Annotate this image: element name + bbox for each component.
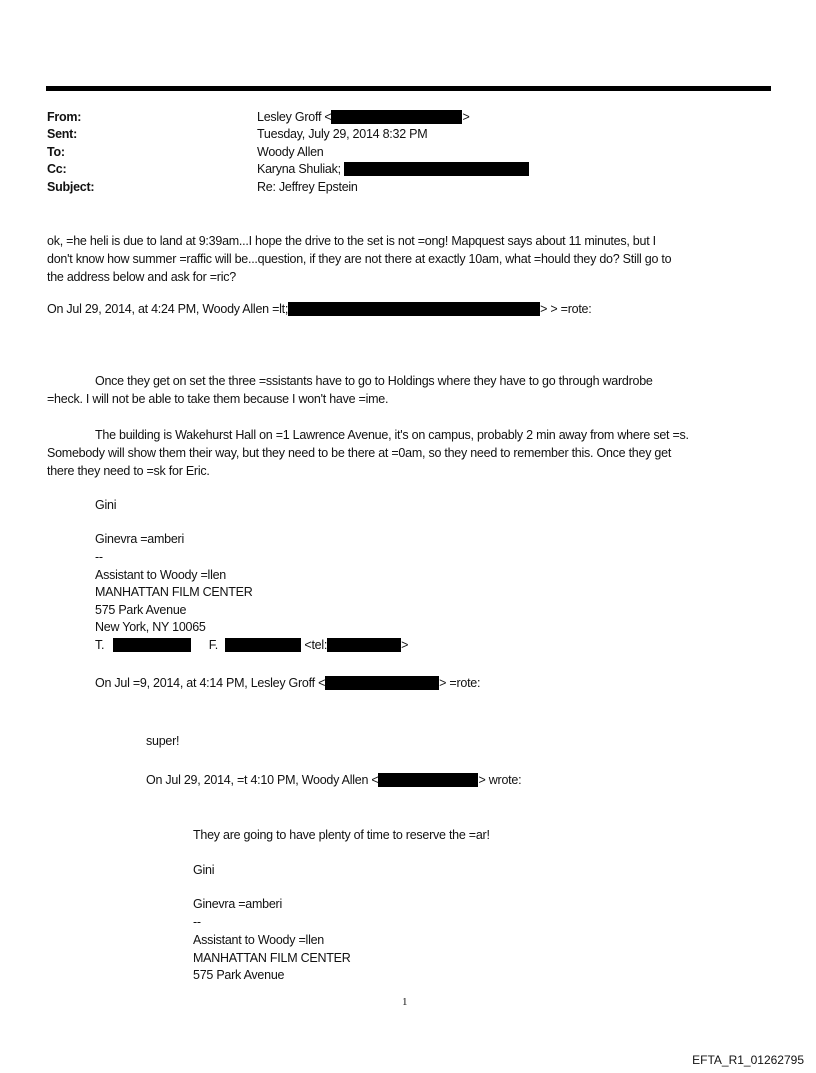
header-rule <box>46 86 771 91</box>
body-line: super! <box>146 734 180 748</box>
signature-full: Ginevra =amberi <box>95 532 184 546</box>
body-line: Somebody will show them their way, but they need to be there at =0am, so they need to remember this. Once they get <box>47 446 672 460</box>
quote-text: On Jul 29, 2014, at 4:24 PM, Woody Allen =lt; <box>47 302 289 316</box>
body-line: Once they get on set the three =ssistants have to go to Holdings where they have to go through wardrobe <box>95 374 653 388</box>
page-number: 1 <box>402 996 408 1008</box>
body-line: there they need to =sk for Eric. <box>47 464 210 478</box>
signature-city: New York, NY 10065 <box>95 620 206 634</box>
quote-text: > > =rote: <box>540 302 592 316</box>
tel-label: <tel: <box>304 638 328 652</box>
body-line: =heck. I will not be able to take them because I won't have =ime. <box>47 392 389 406</box>
from-value: Lesley Groff < > <box>257 110 470 124</box>
signature-company: MANHATTAN FILM CENTER <box>193 951 351 965</box>
to-label: To: <box>47 145 65 159</box>
signature-dash: -- <box>193 915 201 929</box>
signature-name: Gini <box>193 863 215 877</box>
t-label: T. <box>95 638 105 652</box>
quote-text: On Jul 29, 2014, =t 4:10 PM, Woody Allen < <box>146 773 379 787</box>
sent-label: Sent: <box>47 127 77 141</box>
redaction <box>327 638 401 652</box>
bates-number: EFTA_R1_01262795 <box>692 1053 804 1067</box>
redaction <box>325 676 439 690</box>
quote-text: > =rote: <box>439 676 481 690</box>
to-value: Woody Allen <box>257 145 324 159</box>
quote-text: > wrote: <box>478 773 522 787</box>
signature-full: Ginevra =amberi <box>193 897 282 911</box>
cc-value <box>257 161 529 177</box>
body-line: ok, =he heli is due to land at 9:39am...I hope the drive to the set is not =ong! Mapquest says about 11 minutes, but I <box>47 234 656 248</box>
body-line: the address below and ask for =ric? <box>47 270 236 284</box>
signature-street: 575 Park Avenue <box>193 968 285 982</box>
quote-header <box>146 772 521 788</box>
from-name: Lesley Groff < <box>257 110 332 124</box>
signature-street: 575 Park Avenue <box>95 603 187 617</box>
redaction <box>113 638 191 652</box>
subject-label: Subject: <box>47 180 95 194</box>
body-line: don't know how summer =raffic will be...question, if they are not there at exactly 10am, what =hould they do? Still go to <box>47 252 672 266</box>
redaction <box>288 302 540 316</box>
signature-company: MANHATTAN FILM CENTER <box>95 585 253 599</box>
redaction <box>331 110 462 124</box>
subject-value: Re: Jeffrey Epstein <box>257 180 358 194</box>
redaction <box>378 773 478 787</box>
redaction <box>344 162 529 176</box>
redaction <box>225 638 301 652</box>
sent-value: Tuesday, July 29, 2014 8:32 PM <box>257 127 428 141</box>
signature-title: Assistant to Woody =llen <box>95 568 226 582</box>
quote-header <box>95 675 480 691</box>
signature-title: Assistant to Woody =llen <box>193 933 324 947</box>
body-line: The building is Wakehurst Hall on =1 Lawrence Avenue, it's on campus, probably 2 min away from where set =s. <box>95 428 689 442</box>
quote-text: On Jul =9, 2014, at 4:14 PM, Lesley Groff < <box>95 676 326 690</box>
signature-name: Gini <box>95 498 117 512</box>
body-line: They are going to have plenty of time to reserve the =ar! <box>193 828 490 842</box>
tel-close: > <box>401 638 409 652</box>
cc-name: Karyna Shuliak; <box>257 162 341 176</box>
quote-header <box>47 301 591 317</box>
from-label: From: <box>47 110 82 124</box>
f-label: F. <box>208 638 218 652</box>
cc-label: Cc: <box>47 162 67 176</box>
signature-phone <box>95 637 408 653</box>
signature-dash: -- <box>95 550 103 564</box>
